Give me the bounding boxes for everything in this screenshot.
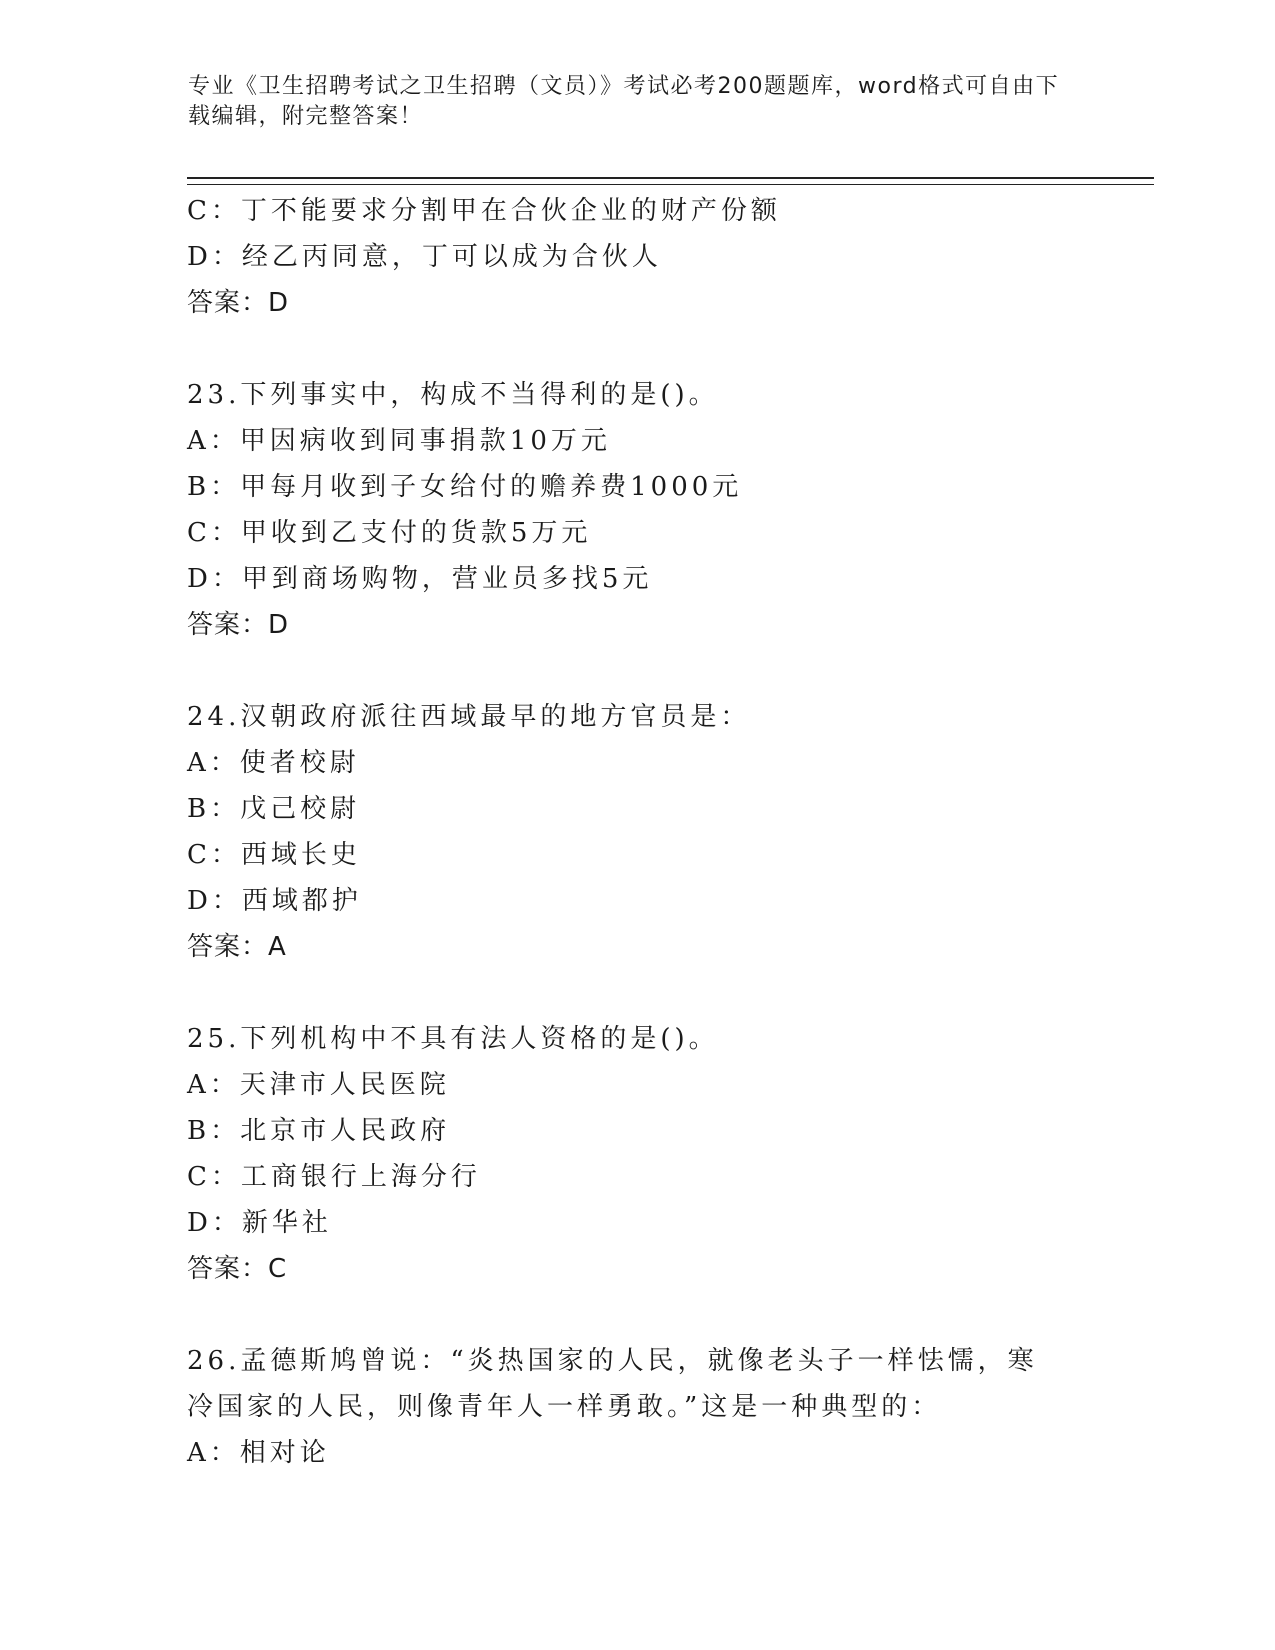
- answer: 答案：A: [187, 932, 287, 962]
- header-divider: [187, 177, 1154, 185]
- option-a: A：甲因病收到同事捐款10万元: [187, 426, 611, 456]
- question-24: [187, 694, 1087, 970]
- answer: 答案：D: [187, 610, 290, 640]
- option-c: C：西域长史: [187, 840, 361, 870]
- prev-answer: 答案：D: [187, 288, 290, 318]
- question-26: [187, 1338, 1087, 1476]
- document-body: [187, 188, 1087, 1476]
- option-c: C：甲收到乙支付的货款5万元: [187, 518, 592, 548]
- question-stem: 23.下列事实中，构成不当得利的是()。: [187, 380, 719, 410]
- question-stem: 26.孟德斯鸠曾说：“炎热国家的人民，就像老头子一样怯懦，寒冷国家的人民，则像青年人一样勇敢。”这是一种典型的：: [187, 1346, 1038, 1422]
- option-d: D：新华社: [187, 1208, 332, 1238]
- question-25: [187, 1016, 1087, 1292]
- question-23: [187, 372, 1087, 648]
- answer: 答案：C: [187, 1254, 288, 1284]
- option-b: B：北京市人民政府: [187, 1116, 451, 1146]
- spacer: [187, 326, 1087, 372]
- option-d: D：西域都护: [187, 886, 362, 916]
- prev-option-c: C：丁不能要求分割甲在合伙企业的财产份额: [187, 196, 781, 226]
- option-b: B：戊己校尉: [187, 794, 361, 824]
- spacer: [187, 1292, 1087, 1338]
- option-d: D：甲到商场购物，营业员多找5元: [187, 564, 653, 594]
- option-b: B：甲每月收到子女给付的赡养费1000元: [187, 472, 743, 502]
- question-stem: 25.下列机构中不具有法人资格的是()。: [187, 1024, 719, 1054]
- option-a: A：天津市人民医院: [187, 1070, 450, 1100]
- prev-option-d: D：经乙丙同意，丁可以成为合伙人: [187, 242, 662, 272]
- document-header: 专业《卫生招聘考试之卫生招聘（文员）》考试必考200题题库，word格式可自由下载编辑，附完整答案！: [188, 74, 1060, 129]
- question-stem: 24.汉朝政府派往西域最早的地方官员是：: [187, 702, 751, 732]
- option-c: C：工商银行上海分行: [187, 1162, 481, 1192]
- option-a: A：相对论: [187, 1438, 330, 1468]
- option-a: A：使者校尉: [187, 748, 360, 778]
- spacer: [187, 970, 1087, 1016]
- spacer: [187, 648, 1087, 694]
